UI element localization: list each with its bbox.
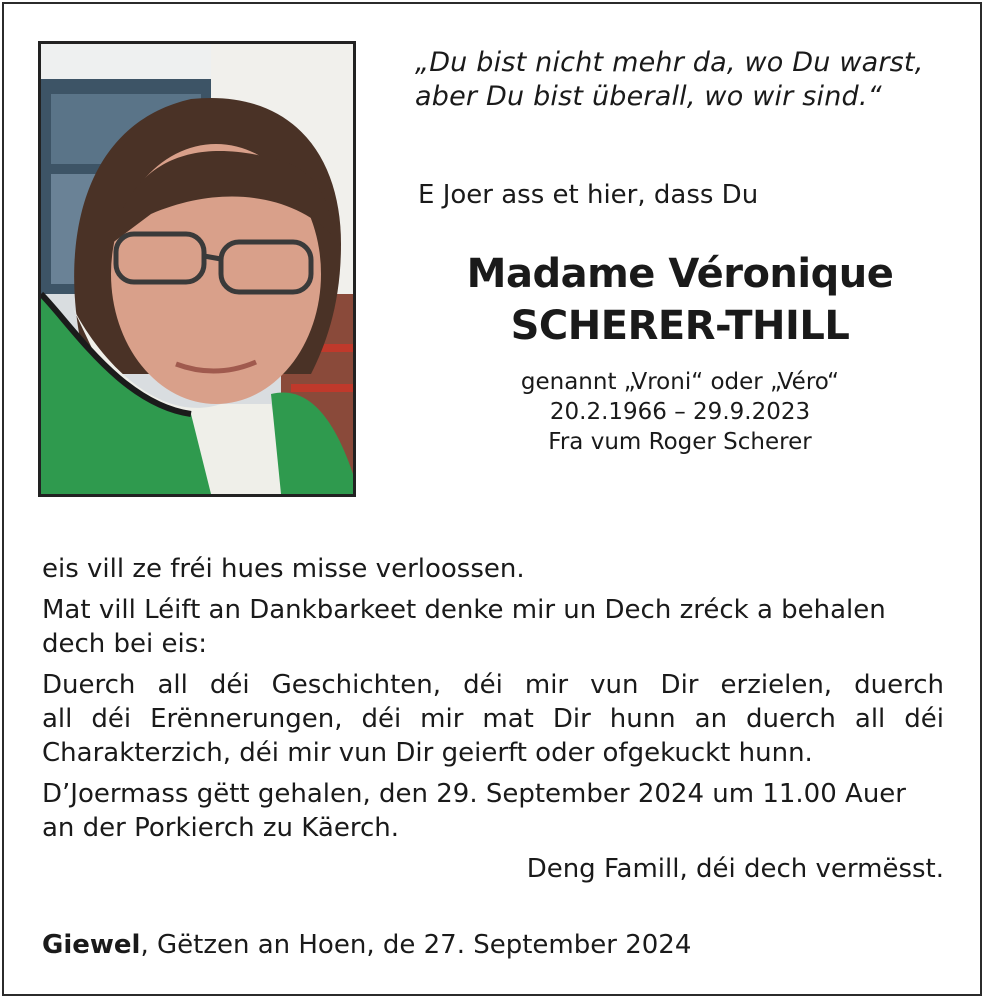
deceased-name-line-2: SCHERER-THILL <box>510 303 850 349</box>
portrait-photo <box>38 41 356 497</box>
body-p3-line-3: Charakterzich, déi mir vun Dir geierft oder ofgekuckt hunn. <box>42 738 813 768</box>
deceased-name <box>400 248 960 352</box>
footer-line <box>42 930 691 960</box>
notice-body <box>42 552 944 893</box>
deceased-name-line-1: Madame Véronique <box>466 251 894 297</box>
body-p2-line-1: Mat vill Léift an Dankbarkeet denke mir un Dech zréck a behalen <box>42 595 886 625</box>
body-p4-line-2: an der Porkierch zu Käerch. <box>42 813 399 843</box>
footer-rest: , Gëtzen an Hoen, de 27. September 2024 <box>140 930 692 960</box>
memorial-quote <box>415 46 955 114</box>
body-p2-line-2: dech bei eis: <box>42 629 208 659</box>
body-paragraph-4 <box>42 777 944 845</box>
spouse-line: Fra vum Roger Scherer <box>548 429 812 455</box>
body-p4-line-1: D’Joermass gëtt gehalen, den 29. September 2024 um 11.00 Auer <box>42 779 906 809</box>
body-p3-line-2: all déi Erënnerungen, déi mir mat Dir hunn an duerch all déi <box>42 704 944 734</box>
footer-place: Giewel <box>42 930 141 960</box>
farewell-line: Deng Famill, déi dech vermësst. <box>526 854 944 884</box>
body-paragraph-3 <box>42 668 944 770</box>
portrait-illustration <box>41 44 353 494</box>
intro-text: E Joer ass et hier, dass Du <box>418 180 759 210</box>
quote-line-1: „Du bist nicht mehr da, wo Du warst, <box>415 47 924 78</box>
body-p3-line-1: Duerch all déi Geschichten, déi mir vun Dir erzielen, duerch <box>42 670 944 700</box>
life-dates: 20.2.1966 – 29.9.2023 <box>549 399 811 425</box>
deceased-details <box>420 367 940 457</box>
nickname: genannt „Vroni“ oder „Véro“ <box>520 369 840 395</box>
body-paragraph-1 <box>42 552 944 586</box>
body-paragraph-2 <box>42 593 944 661</box>
quote-line-2: aber Du bist überall, wo wir sind.“ <box>415 81 882 112</box>
body-p1-line: eis vill ze fréi hues misse verloossen. <box>42 554 525 584</box>
